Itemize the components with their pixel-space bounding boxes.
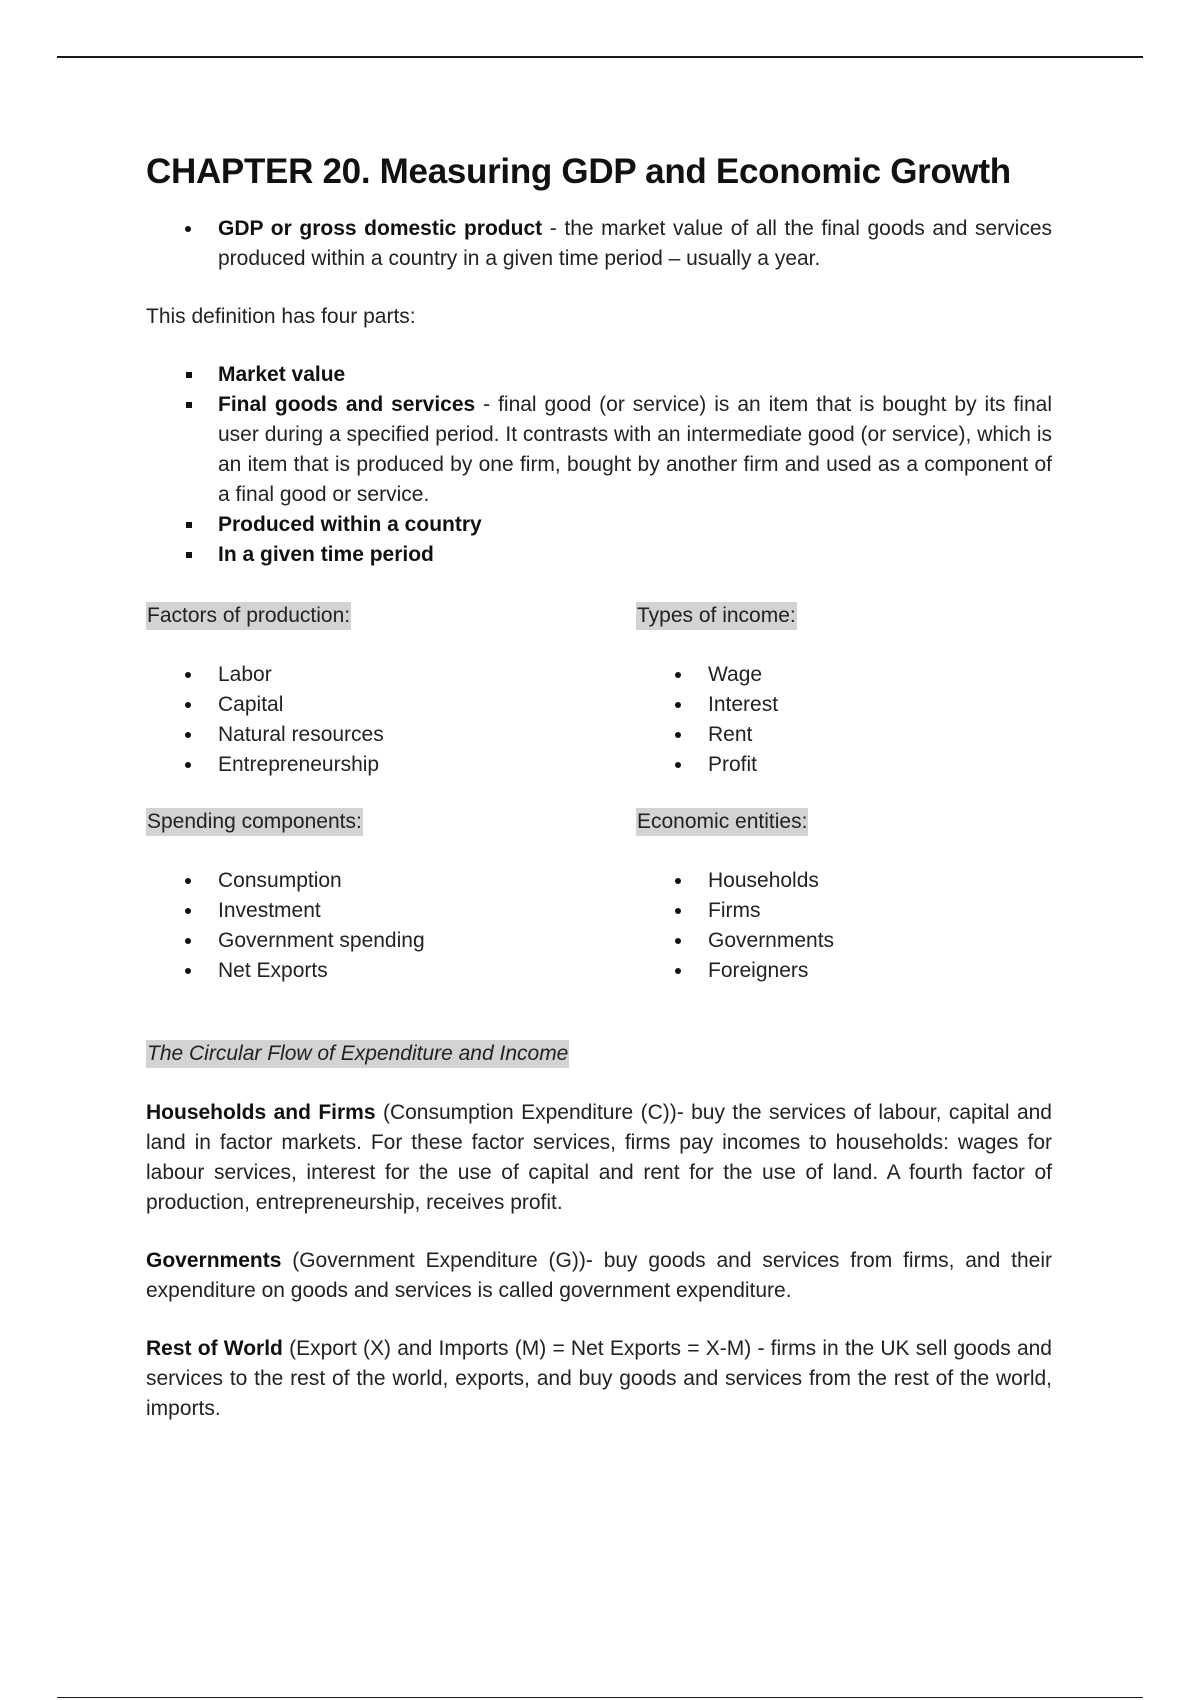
gdp-term: GDP or gross domestic product [218,217,543,240]
list-item: Investment [146,896,636,926]
rest-of-world-paragraph [146,1334,1052,1424]
list-item: Labor [146,660,636,690]
list-item: Rent [636,720,1052,750]
list-item: Households [636,866,1052,896]
factors-income-section [146,602,1052,808]
income-heading: Types of income: [636,602,797,630]
gdp-definition-item [146,214,1052,274]
list-item: Foreigners [636,956,1052,986]
part-final-goods-text: - final good (or service) is an item that is bought by its final user during a specified period. It contrasts with an intermediate good (or service), which is an item that is produced by one firm, bought by another firm and used as a component of a final good or service. [218,393,1052,506]
list-item [146,390,1052,510]
list-item: Net Exports [146,956,636,986]
entities-heading: Economic entities: [636,808,808,836]
part-produced-within: Produced within a country [218,513,482,536]
factors-column [146,602,636,780]
governments-paragraph [146,1246,1052,1306]
circular-flow-heading: The Circular Flow of Expenditure and Income [146,1040,569,1068]
governments-text: (Government Expenditure (G))- buy goods and services from firms, and their expenditure on goods and services is called government expenditure. [146,1249,1052,1302]
income-list [636,660,1052,780]
part-market-value: Market value [218,363,346,386]
four-parts-intro: This definition has four parts: [146,305,416,328]
gdp-definition-text: - the market value of all the final goods and services produced within a country in a given time period – usually a year. [218,217,1053,270]
list-item: Capital [146,690,636,720]
entities-list [636,866,1052,986]
spending-heading: Spending components: [146,808,363,836]
list-item: Natural resources [146,720,636,750]
gdp-definition-list [146,214,1052,274]
entities-column [636,808,1052,986]
list-item [146,510,1052,540]
part-time-period: In a given time period [218,543,434,566]
circular-flow-heading-wrap [146,1040,1052,1068]
rest-of-world-term: Rest of World [146,1337,283,1360]
footer-rule [57,1697,1143,1698]
list-item: Interest [636,690,1052,720]
list-item [146,540,1052,570]
governments-term: Governments [146,1249,282,1272]
list-item: Consumption [146,866,636,896]
definition-parts-list [146,360,1052,570]
spending-list [146,866,636,986]
list-item: Profit [636,750,1052,780]
list-item: Governments [636,926,1052,956]
spending-entities-section [146,808,1052,1014]
rest-of-world-text: (Export (X) and Imports (M) = Net Exports = X-M) - firms in the UK sell goods and services to the rest of the world, exports, and buy goods and services from the rest of the world, imports. [146,1337,1052,1420]
page-title: CHAPTER 20. Measuring GDP and Economic Growth [146,152,1011,191]
households-text: (Consumption Expenditure (C))- buy the services of labour, capital and land in factor markets. For these factor services, firms pay incomes to households: wages for labour services, interest for the use of capital and rent for the use of land. A fourth factor of production, entrepreneurship, receives profit. [146,1101,1052,1214]
households-paragraph [146,1098,1052,1218]
factors-list [146,660,636,780]
part-final-goods-term: Final goods and services [218,393,476,416]
income-column [636,602,1052,780]
list-item [146,360,1052,390]
document-page [146,142,1052,1424]
spending-column [146,808,636,986]
list-item: Wage [636,660,1052,690]
list-item: Entrepreneurship [146,750,636,780]
list-item: Government spending [146,926,636,956]
factors-heading: Factors of production: [146,602,351,630]
households-term: Households and Firms [146,1101,376,1124]
header-rule [57,56,1143,58]
list-item: Firms [636,896,1052,926]
